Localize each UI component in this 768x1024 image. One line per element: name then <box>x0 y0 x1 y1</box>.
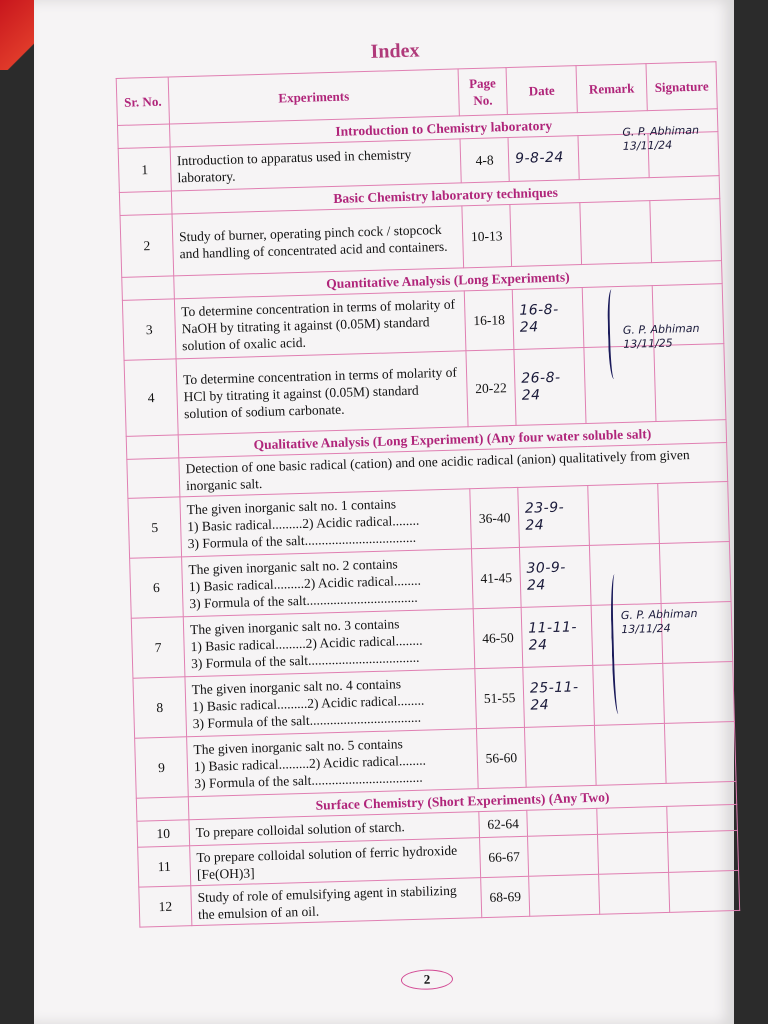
signature-2: G. P. Abhiman 13/11/25 <box>622 321 700 351</box>
row-experiment <box>183 609 475 677</box>
row-date: 23-9-24 <box>518 485 590 547</box>
salt-line-2: 1) Basic radical.........2) Acidic radical........ <box>188 572 422 595</box>
row-experiment <box>185 669 477 737</box>
section-surface: Surface Chemistry (Short Experiments) (Any Two) <box>188 781 736 819</box>
row-signature <box>664 721 736 783</box>
salt-line-3: 3) Formula of the salt................................. <box>189 589 418 612</box>
row-experiment: Study of role of emulsifying agent in stabilizing the emulsion of an oil. <box>191 878 482 926</box>
salt-line-2: 1) Basic radical.........2) Acidic radical........ <box>192 692 425 715</box>
row-date <box>529 874 600 916</box>
row-date <box>528 834 599 876</box>
bracket-mark <box>607 289 622 379</box>
row-remark <box>593 663 665 725</box>
row-remark <box>599 872 670 914</box>
row-remark <box>597 806 668 834</box>
row-sr: 1 <box>118 147 171 192</box>
row-signature <box>654 344 726 422</box>
row-page: 51-55 <box>475 667 525 728</box>
row-experiment: Study of burner, operating pinch cock / stopcock and handling of concentrated acid and containers. <box>172 206 464 276</box>
row-page: 20-22 <box>466 349 516 426</box>
row-page: 68-69 <box>481 876 530 917</box>
salt-line-2: 1) Basic radical.........2) Acidic radical........ <box>193 752 427 775</box>
row-page: 4-8 <box>460 138 509 183</box>
row-remark <box>589 543 661 605</box>
row-page: 46-50 <box>473 607 523 668</box>
row-page: 56-60 <box>476 727 526 788</box>
row-experiment <box>180 489 472 557</box>
row-experiment: To prepare colloidal solution of starch. <box>189 812 480 846</box>
row-page: 41-45 <box>471 547 521 608</box>
salt-line-1: The given inorganic salt no. 5 contains <box>193 736 403 758</box>
row-sr: 6 <box>130 557 184 618</box>
row-date <box>510 203 582 267</box>
salt-line-2: 1) Basic radical.........2) Acidic radical........ <box>187 512 420 535</box>
row-page: 36-40 <box>470 487 520 548</box>
header-experiments: Experiments <box>168 69 459 124</box>
salt-line-1: The given inorganic salt no. 2 contains <box>188 556 398 578</box>
row-page: 10-13 <box>462 205 512 268</box>
row-signature <box>669 870 740 912</box>
salt-line-1: The given inorganic salt no. 4 contains <box>191 676 402 698</box>
row-date <box>524 725 596 787</box>
index-table <box>116 61 740 927</box>
row-sr: 9 <box>135 737 189 798</box>
row-experiment <box>187 729 479 797</box>
row-experiment: To determine concentration in terms of molarity of NaOH by titrating it against (0.05M) standard solution of oxalic acid. <box>174 291 466 359</box>
row-sr: 5 <box>128 497 182 558</box>
header-signature: Signature <box>646 62 717 111</box>
row-page: 62-64 <box>479 810 528 837</box>
page-number: 2 <box>401 969 454 990</box>
row-remark <box>588 484 660 546</box>
header-date: Date <box>506 66 577 115</box>
row-sr: 7 <box>131 617 185 678</box>
salt-line-1: The given inorganic salt no. 1 contains <box>186 496 397 518</box>
signature-3: G. P. Abhiman 13/11/24 <box>620 606 698 637</box>
header-remark: Remark <box>576 64 647 113</box>
section-quant: Quantitative Analysis (Long Experiments) <box>174 261 722 299</box>
index-sheet <box>75 31 741 998</box>
row-signature <box>650 199 722 263</box>
row-sr: 4 <box>124 359 178 436</box>
salt-line-3: 3) Formula of the salt................................. <box>192 709 422 732</box>
salt-line-1: The given inorganic salt no. 3 contains <box>189 616 400 638</box>
row-sr: 3 <box>122 299 176 360</box>
row-signature <box>667 830 738 872</box>
row-sr: 11 <box>138 846 191 887</box>
row-experiment: To determine concentration in terms of molarity of HCl by titrating it against (0.05M) standard solution of sodium carbonate. <box>176 351 468 435</box>
row-date: 30-9-24 <box>519 545 591 607</box>
section-basic: Basic Chemistry laboratory techniques <box>171 176 719 214</box>
row-sr: 10 <box>137 820 190 847</box>
header-page: Page No. <box>458 68 507 116</box>
row-signature <box>658 482 730 544</box>
row-experiment: Introduction to apparatus used in chemistry laboratory. <box>170 139 461 191</box>
header-sr: Sr. No. <box>116 77 169 125</box>
row-remark <box>594 723 666 785</box>
row-date: 25-11-24 <box>523 665 595 727</box>
row-remark <box>580 201 652 265</box>
row-date: 26-8-24 <box>514 348 586 426</box>
qual-intro-text: Detection of one basic radical (cation) and one acidic radical (anion) qualitatively from given inorganic salt. <box>179 443 728 497</box>
row-date: 9-8-24 <box>508 136 579 182</box>
row-sr: 12 <box>139 886 192 927</box>
row-signature <box>659 542 731 604</box>
salt-line-3: 3) Formula of the salt................................. <box>190 649 420 672</box>
row-date: 16-8-24 <box>512 288 584 350</box>
row-remark <box>597 832 668 874</box>
salt-line-3: 3) Formula of the salt................................. <box>194 769 423 792</box>
salt-line-3: 3) Formula of the salt................................. <box>187 529 417 552</box>
section-intro: Introduction to Chemistry laboratory <box>169 109 717 147</box>
row-date <box>527 808 598 836</box>
row-experiment <box>182 549 474 617</box>
row-date: 11-11-24 <box>521 605 593 667</box>
row-experiment: To prepare colloidal solution of ferric hydroxide [Fe(OH)3] <box>190 838 481 886</box>
row-page: 16-18 <box>464 290 514 351</box>
section-qual: Qualitative Analysis (Long Experiment) (Any four water soluble salt) <box>178 420 726 458</box>
signature-1: G. P. Abhiman 13/11/24 <box>622 123 700 153</box>
row-signature <box>667 804 738 832</box>
page-title: Index <box>370 39 420 63</box>
salt-line-2: 1) Basic radical.........2) Acidic radical........ <box>190 632 423 655</box>
row-sr: 8 <box>133 677 187 738</box>
row-sr: 2 <box>120 214 174 277</box>
row-signature <box>663 661 735 723</box>
row-page: 66-67 <box>480 836 529 877</box>
